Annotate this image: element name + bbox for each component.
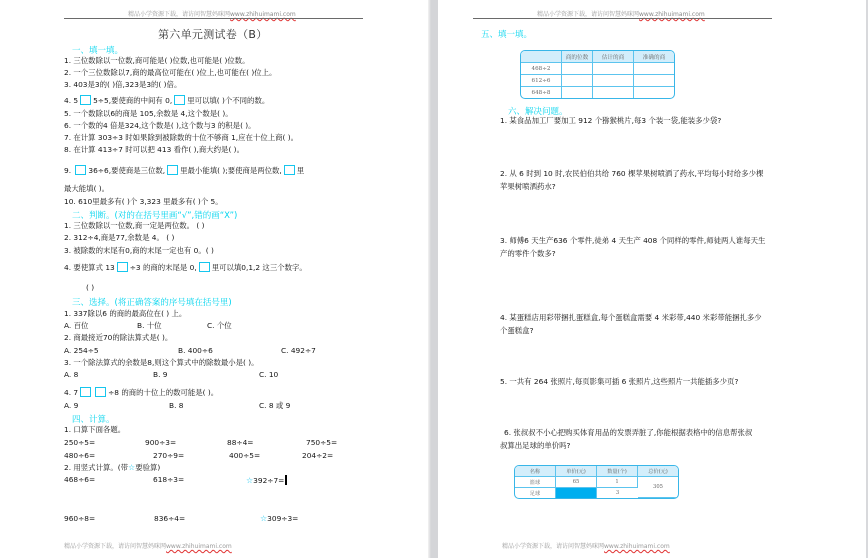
- option[interactable]: C. 10: [259, 370, 279, 379]
- question-line: 2. 312÷4,商是77,余数是 4。 ( ): [64, 233, 175, 242]
- question-line: 最大能填( )。: [64, 184, 110, 193]
- option[interactable]: A. 9: [64, 401, 79, 410]
- problem-line: 1. 某食品加工厂要加工 912 个猕猴桃片,每3 个装一袋,能装多少袋?: [500, 116, 722, 125]
- header-text: 精品小学资源下载，请访问智慧妈咪网: [537, 11, 640, 18]
- answer-cell[interactable]: [634, 63, 674, 75]
- answer-box[interactable]: [174, 95, 185, 105]
- answer-cell[interactable]: [593, 75, 634, 87]
- question-line: 7. 在计算 303÷3 时如果除到被除数的十位不够商 1,应在十位上商( )。: [64, 133, 298, 142]
- footer-url[interactable]: www.zhihuimami.com: [604, 543, 670, 550]
- table-header: 商的位数: [562, 51, 593, 63]
- table-row: 612÷6: [521, 75, 674, 87]
- question-line: 1. 口算下面各题。: [64, 425, 126, 434]
- star-icon: ☆: [260, 514, 268, 523]
- question-line: 2. 商最接近70的除法算式是( )。: [64, 333, 173, 342]
- answer-cell[interactable]: [634, 75, 674, 87]
- question-line: 8. 在计算 413÷7 时可以把 413 看作( ),商大约是( )。: [64, 145, 244, 154]
- question-line: 1. 337除以6 的商的最高位在( ) 上。: [64, 309, 187, 318]
- calc-item: 618÷3=: [153, 475, 185, 484]
- question-line: 6. 一个数的4 倍是324,这个数是( ),这个数与3 的积是( )。: [64, 121, 256, 130]
- option[interactable]: A. 8: [64, 370, 79, 379]
- answer-box[interactable]: [284, 165, 295, 175]
- page-header: [537, 9, 705, 18]
- header-rule: [473, 18, 772, 19]
- calc-item: 900÷3=: [145, 438, 177, 447]
- header-rule: [64, 18, 363, 19]
- problem-line: 6. 张叔叔不小心把购买体育用品的发票弄脏了,你能根据表格中的信息帮张叔: [504, 428, 753, 437]
- calc-item: 88÷4=: [227, 438, 254, 447]
- option[interactable]: C. 492÷7: [281, 346, 316, 355]
- page-header: [128, 9, 296, 18]
- option[interactable]: B. 8: [169, 401, 184, 410]
- calc-item: 750÷5=: [306, 438, 338, 447]
- calc-item: 204÷2=: [302, 451, 334, 460]
- table-row: 468÷2: [521, 63, 674, 75]
- answer-cell[interactable]: [634, 87, 674, 98]
- option[interactable]: C. 个位: [207, 321, 232, 330]
- section-heading-problems: 六、解决问题。: [508, 107, 568, 117]
- page-footer: 精品小学资源下载，请访问智慧妈咪网www.zhihuimami.com: [502, 543, 670, 550]
- question-line: 9. 36÷6,要使商是三位数, 里最小能填( );要使商是两位数, 里: [64, 166, 305, 175]
- section-heading-choice: 三、选择。(将正确答案的序号填在括号里): [72, 298, 232, 308]
- text-cursor: [285, 475, 287, 485]
- answer-parens: ( ): [86, 283, 95, 292]
- calc-item: 480÷6=: [64, 451, 96, 460]
- question-line: 4. 5 5÷5,要使商的中间有 0, 里可以填( )个不同的数。: [64, 96, 270, 105]
- question-line: 4. 要使算式 13 ÷3 的商的末尾是 0, 里可以填0,1,2 这三个数字。: [64, 263, 307, 272]
- answer-box[interactable]: [75, 165, 86, 175]
- section-heading-judge: 二、判断。(对的在括号里画“√”,错的画“X”): [72, 211, 238, 221]
- question-line: 2. 一个三位数除以7,商的最高位可能在( )位上,也可能在( )位上。: [64, 68, 277, 77]
- option[interactable]: A. 百位: [64, 321, 89, 330]
- header-text: 精品小学资源下载，请访问智慧妈咪网: [128, 11, 231, 18]
- table-header: 数量(个): [597, 466, 638, 477]
- problem-line: 苹果树喷洒药水?: [500, 182, 556, 191]
- answer-cell[interactable]: [562, 87, 593, 98]
- section-heading-fill-table: 五、填一填。: [481, 30, 533, 40]
- estimate-table: [520, 50, 675, 99]
- question-line: 5. 一个数除以6的商是 105,余数是 4,这个数是( )。: [64, 109, 233, 118]
- calc-item: 960÷8=: [64, 514, 96, 523]
- problem-line: 个蛋糕盒?: [500, 326, 534, 335]
- answer-box[interactable]: [80, 95, 91, 105]
- question-line: 10. 610里最多有( )个 3,323 里最多有( )个 5。: [64, 197, 223, 206]
- calc-item: 400÷5=: [229, 451, 261, 460]
- option[interactable]: A. 254÷5: [64, 346, 99, 355]
- problem-line: 3. 师傅6 天生产636 个零件,徒弟 4 天生产 408 个同样的零件,师徒两人谁每天生: [500, 236, 766, 245]
- question-line: 1. 三位数除以一位数,商一定是两位数。 ( ): [64, 221, 205, 230]
- answer-cell[interactable]: [562, 63, 593, 75]
- obscured-price-cell: [556, 488, 597, 498]
- calc-item: 250÷5=: [64, 438, 96, 447]
- page-gutter: [428, 0, 438, 558]
- calc-item: 392÷7=: [253, 476, 285, 485]
- problem-line: 4. 某蛋糕店用彩带捆扎蛋糕盒,每个蛋糕盒需要 4 米彩带,440 米彩带能捆扎多少: [500, 313, 762, 322]
- table-header: 准确的商: [634, 51, 674, 63]
- document-page-right: [438, 0, 866, 558]
- question-line: 4. 7 ÷8 的商的十位上的数可能是( )。: [64, 388, 219, 397]
- answer-box[interactable]: [80, 387, 91, 397]
- question-line: 3. 一个除法算式的余数是8,则这个算式中的除数最小是( )。: [64, 358, 259, 367]
- table-header: 名称: [515, 466, 556, 477]
- table-header: 总价(元): [638, 466, 678, 477]
- question-line: 2. 用竖式计算。(带☆要验算): [64, 463, 161, 472]
- question-line: 3. 被除数的末尾有0,商的末尾一定也有 0。( ): [64, 246, 214, 255]
- answer-box[interactable]: [95, 387, 106, 397]
- calc-item: 270÷9=: [153, 451, 185, 460]
- option[interactable]: B. 9: [153, 370, 168, 379]
- problem-line: 叔算出足球的单价吗?: [500, 441, 571, 450]
- answer-box[interactable]: [199, 262, 210, 272]
- star-icon: ☆: [128, 463, 136, 472]
- star-icon: ☆: [246, 476, 254, 485]
- answer-cell[interactable]: [562, 75, 593, 87]
- page-footer: 精品小学资源下载，请访问智慧妈咪网www.zhihuimami.com: [64, 543, 232, 550]
- answer-box[interactable]: [117, 262, 128, 272]
- invoice-table: [514, 465, 679, 499]
- calc-item: 836÷4=: [154, 514, 186, 523]
- answer-box[interactable]: [167, 165, 178, 175]
- table-row: 足球 3: [515, 488, 678, 498]
- problem-line: 产的零件个数多?: [500, 249, 556, 258]
- page-title: 第六单元测试卷（B）: [158, 28, 268, 41]
- problem-line: 5. 一共有 264 张照片,每页影集可插 6 张照片,这些照片一共能插多少页?: [500, 377, 739, 386]
- section-heading-calc: 四、计算。: [72, 415, 115, 425]
- calc-item: 309÷3=: [267, 514, 299, 523]
- footer-url[interactable]: www.zhihuimami.com: [166, 543, 232, 550]
- header-url[interactable]: www.zhihuimami.com: [639, 11, 705, 18]
- calc-item: 468÷6=: [64, 475, 96, 484]
- option[interactable]: B. 十位: [137, 321, 162, 330]
- option[interactable]: C. 8 或 9: [259, 401, 291, 410]
- table-header: 估计的商: [593, 51, 634, 63]
- table-header: 单价(元): [556, 466, 597, 477]
- table-row: 篮球 65 1 305: [515, 477, 678, 488]
- section-heading-fill: 一、填一填。: [72, 46, 124, 56]
- document-page-left: [0, 0, 428, 558]
- question-line: 3. 403是3的( )倍,323是3的( )倍。: [64, 80, 182, 89]
- answer-cell[interactable]: [593, 63, 634, 75]
- table-row: 648÷8: [521, 87, 674, 98]
- answer-cell[interactable]: [593, 87, 634, 98]
- question-line: 1. 三位数除以一位数,商可能是( )位数,也可能是( )位数。: [64, 56, 250, 65]
- header-url[interactable]: www.zhihuimami.com: [230, 11, 296, 18]
- option[interactable]: B. 400÷6: [178, 346, 213, 355]
- problem-line: 2. 从 6 时到 10 时,农民伯伯共给 760 棵苹果树喷洒了药水,平均每小时给多少棵: [500, 169, 764, 178]
